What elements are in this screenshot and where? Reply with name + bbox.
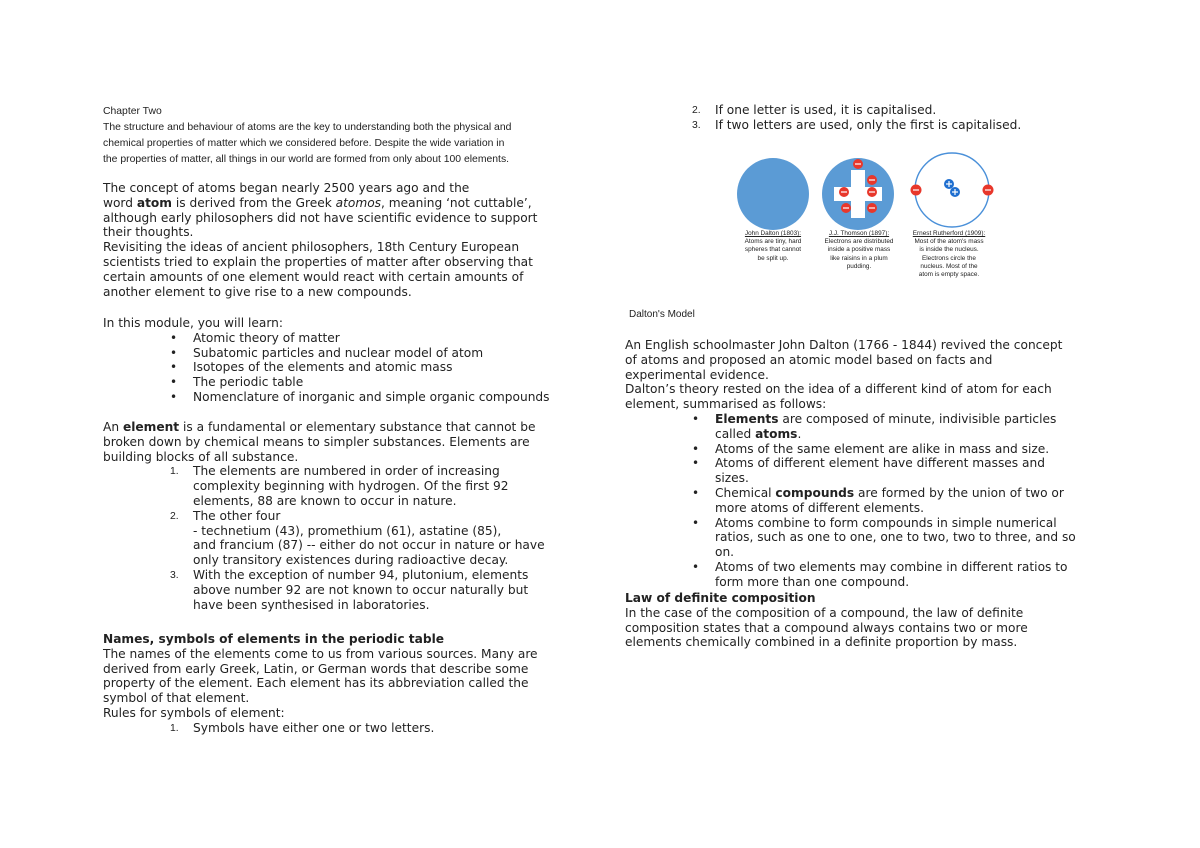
term-element: element (122, 420, 180, 434)
module-list (103, 331, 573, 405)
dalton-caption (728, 230, 818, 263)
module-intro: In this module, you will learn: (103, 316, 283, 330)
text: word (103, 195, 137, 210)
thomson-caption (813, 230, 905, 271)
caption-line: nucleus. Most of the (920, 262, 978, 270)
caption-line: Electrons circle the (922, 254, 976, 262)
bold-term: Elements (715, 411, 779, 426)
concept-line (103, 196, 573, 211)
caption-line: inside a positive mass (827, 246, 891, 254)
line: complexity beginning with hydrogen. Of the first 92 (193, 479, 509, 494)
text: more atoms of different elements. (715, 500, 924, 515)
dalton-line: experimental evidence. (625, 367, 769, 382)
heading-text: Law of definite composition (625, 591, 816, 605)
element-line: building blocks of all substance. (103, 449, 299, 464)
line: elements, 88 are known to occur in nature. (193, 493, 457, 508)
list-number: 2. (170, 510, 179, 522)
line (715, 456, 1100, 471)
caption-line: be split up. (757, 254, 789, 262)
text: Atoms of the same element are alike in mass and size. (715, 441, 1050, 456)
caption-line: Ernest Rutherford (1909): (912, 230, 986, 237)
text: Atoms of two elements may combine in different ratios to (715, 559, 1068, 574)
dalton-sphere (737, 158, 809, 230)
caption-line: spheres that cannot (744, 246, 802, 254)
list-item: • Subatomic particles and nuclear model of atom (103, 346, 573, 361)
list-number: 1. (170, 466, 179, 478)
line: With the exception of number 94, plutonium, elements (193, 567, 529, 582)
dalton-theory-list (625, 412, 1100, 590)
text: sizes. (715, 471, 749, 486)
line: The other four (193, 508, 281, 523)
term-atomos: atomos (335, 195, 382, 210)
text: form more than one compound. (715, 574, 910, 589)
atomic-models-figure (625, 150, 1100, 295)
law-line: elements chemically combined in a definite proportion by mass. (625, 635, 1018, 650)
line (715, 575, 1100, 590)
law-line: composition states that a compound always contains two or more (625, 620, 1028, 635)
list-item (625, 118, 1100, 133)
rutherford-caption (899, 230, 999, 279)
list-item (625, 516, 1100, 560)
caption-line: atom is empty space. (918, 271, 980, 279)
names-line: property of the element. Each element has its abbreviation called the (103, 676, 529, 691)
revisit-line: certain amounts of one element would react with certain amounts of (103, 269, 524, 284)
intro-paragraph (103, 120, 573, 168)
list-item (625, 442, 1100, 457)
text: Atoms combine to form compounds in simple numerical (715, 515, 1057, 530)
heading-text: Names, symbols of elements in the periodic table (103, 632, 445, 646)
intro-line: The structure and behaviour of atoms are the key to understanding both the physical and (103, 122, 512, 133)
list-number: 3. (170, 569, 179, 581)
list-item (625, 103, 1100, 118)
list-number: 3. (692, 119, 701, 131)
line: above number 92 are not known to occur naturally but (193, 582, 529, 597)
section-heading (625, 591, 1100, 606)
caption-line: Atoms are tiny, hard (744, 238, 802, 246)
text: , meaning ‘not cuttable’, (381, 195, 532, 210)
text: on. (715, 545, 735, 560)
text: ratios, such as one to one, one to two, two to three, and so (715, 530, 1076, 545)
list-number: 2. (692, 105, 701, 116)
concept-line: although early philosophers did not have scientific evidence to support (103, 210, 538, 225)
dalton-line: element, summarised as follows: (625, 397, 827, 412)
law-section (625, 591, 1100, 650)
revisit-line: another element to give rise to a new compounds. (103, 284, 412, 299)
chapter-title: Chapter Two (103, 106, 162, 117)
caption-line: J.J. Thomson (1897): (828, 230, 890, 237)
text: Chemical (715, 485, 776, 500)
caption-line: pudding. (846, 262, 872, 270)
symbol-rules-list-continued (625, 103, 1100, 133)
module-section (103, 316, 573, 405)
dalton-line: An English schoolmaster John Dalton (1766 - 1844) revived the concept (625, 338, 1063, 352)
line (715, 545, 1100, 560)
names-section (103, 632, 573, 736)
list-item (625, 560, 1100, 590)
line (715, 516, 1100, 531)
revisit-line: scientists tried to explain the properties of matter after observing that (103, 254, 533, 269)
names-line: derived from early Greek, Latin, or German words that describe some (103, 661, 529, 676)
list-item (625, 412, 1100, 442)
list-item (625, 486, 1100, 516)
line (715, 471, 1100, 486)
figure-label: Dalton's Model (629, 309, 695, 320)
dalton-line: of atoms and proposed an atomic model based on facts and (625, 352, 993, 367)
list-item (103, 568, 573, 612)
element-section (103, 420, 573, 612)
text: are composed of minute, indivisible particles (778, 411, 1057, 426)
line (715, 427, 1100, 442)
list-item: • The periodic table (103, 375, 573, 390)
list-item (625, 456, 1100, 486)
rutherford-model (911, 153, 994, 227)
atomic-models-illustration (625, 150, 1100, 230)
names-line: Rules for symbols of element: (103, 705, 285, 720)
list-item: • Nomenclature of inorganic and simple organic compounds (103, 390, 573, 405)
list-item: • Atomic theory of matter (103, 331, 573, 346)
line: - technetium (43), promethium (61), astatine (85), (193, 523, 502, 538)
line (715, 530, 1100, 545)
concept-line: The concept of atoms began nearly 2500 years ago and the (103, 181, 470, 195)
line: have been synthesised in laboratories. (193, 597, 430, 612)
list-item: • Isotopes of the elements and atomic mass (103, 360, 573, 375)
line (715, 501, 1100, 516)
revisit-line: Revisiting the ideas of ancient philosophers, 18th Century European (103, 240, 520, 255)
line (715, 486, 1100, 501)
bold-term: compounds (775, 485, 855, 500)
text: An (103, 420, 123, 434)
line: The elements are numbered in order of increasing (193, 464, 500, 479)
rule-text: If one letter is used, it is capitalised. (715, 103, 937, 117)
names-line: symbol of that element. (103, 691, 250, 706)
intro-line: chemical properties of matter which we considered before. Despite the wide variation in (103, 138, 505, 149)
symbol-rules-list (103, 721, 573, 736)
names-line: The names of the elements come to us from various sources. Many are (103, 646, 538, 661)
list-number: 1. (170, 722, 179, 734)
list-item (103, 464, 573, 508)
rule-text: Symbols have either one or two letters. (193, 720, 435, 735)
caption-line: like raisins in a plum (830, 254, 888, 262)
text: are formed by the union of two or (854, 485, 1064, 500)
text: called (715, 426, 756, 441)
caption-line: Most of the atom's mass (914, 238, 984, 246)
element-line (103, 420, 573, 435)
term-atom: atom (136, 195, 172, 210)
line: only transitory existences during radioactive decay. (193, 553, 509, 568)
concept-line: their thoughts. (103, 225, 194, 240)
list-item (103, 509, 573, 568)
caption-line: Electrons are distributed (824, 238, 894, 246)
dalton-section (625, 338, 1100, 590)
caption-line: John Dalton (1803): (744, 230, 802, 237)
section-heading (103, 632, 573, 647)
line (715, 560, 1100, 575)
list-item (103, 721, 573, 736)
concept-paragraph (103, 181, 573, 299)
line (715, 442, 1100, 457)
thomson-model (822, 158, 894, 230)
element-facts-list (103, 464, 573, 612)
dalton-line: Dalton’s theory rested on the idea of a different kind of atom for each (625, 382, 1052, 397)
text: Atoms of different element have different masses and (715, 456, 1045, 471)
line (715, 412, 1100, 427)
caption-line: is inside the nucleus. (919, 246, 979, 254)
text: is a fundamental or elementary substance that cannot be (179, 420, 536, 434)
text: . (797, 426, 802, 441)
line: and francium (87) -- either do not occur in nature or have (193, 538, 545, 553)
text: is derived from the Greek (171, 195, 336, 210)
element-line: broken down by chemical means to simpler substances. Elements are (103, 434, 530, 449)
intro-line: the properties of matter, all things in our world are formed from only about 100 elements. (103, 154, 510, 165)
bold-term: atoms (755, 426, 798, 441)
rule-text: If two letters are used, only the first is capitalised. (715, 117, 1022, 132)
law-line: In the case of the composition of a compound, the law of definite (625, 605, 1024, 620)
